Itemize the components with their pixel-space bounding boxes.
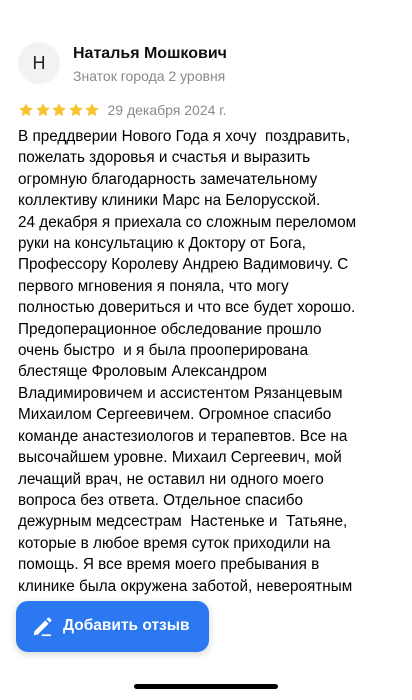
home-indicator[interactable] [134,684,278,689]
author-level: Знаток города 2 уровня [73,68,226,84]
review-text-line: высочайшем уровне. Михаил Сергеевич, мой [18,449,342,467]
review-text-line: блестяще Фроловым Александром [18,363,267,381]
review-text-line: полностью довериться и что все будет хорошо. [18,299,356,317]
review-date: 29 декабря 2024 г. [107,102,227,118]
avatar[interactable] [18,42,60,84]
review-text [18,126,398,597]
pencil-icon [31,616,53,638]
star-icon [18,102,34,118]
review-text-line: пожелать здоровья и счастья и выразить [18,149,311,167]
review-text-line: лечащий врач, не оставил ни одного моего [18,470,324,488]
star-icon [68,102,84,118]
review-text-line: которые в любое время суток приходили на [18,534,331,552]
review-text-line: очень быстро и я была прооперирована [18,342,309,360]
review-text-line: вопроса без ответа. Отдельное спасибо [18,491,303,509]
review-text-line: Владимировичем и ассистентом Рязанцевым [18,384,343,402]
review-text-line: коллективу клиники Марс на Белорусской. [18,192,321,210]
review-text-line: команде анастезиологов и терапевтов. Все на [18,427,348,445]
review-text-line: В преддверии Нового Года я хочу поздравить, [18,128,351,145]
review-text-line: руки на консультацию к Доктору от Бога, [18,235,306,253]
review-text-line: помощь. Я все время моего пребывания в [18,556,320,574]
review-text-line: Михаилом Сергеевичем. Огромное спасибо [18,406,332,424]
rating-row [18,100,227,120]
add-review-label: Добавить отзыв [63,617,190,634]
review-author-header[interactable] [18,40,396,90]
review-text-line: Профессору Королеву Андрею Вадимовичу. С [18,256,349,274]
star-rating [18,102,101,118]
star-icon [35,102,51,118]
review-text-line: дежурным медсестрам Настеньке и Татьяне, [18,513,348,531]
review-text-line: первого мгновения я поняла, что могу [18,277,289,295]
author-name[interactable]: Наталья Мошкович [73,45,227,62]
review-text-line: 24 декабря я приехала со сложным переломом [18,213,357,231]
add-review-button[interactable] [16,601,209,652]
review-text-line: огромную благодарность замечательному [18,170,318,188]
star-icon [51,102,67,118]
avatar-initial: Н [32,52,46,73]
star-icon [84,102,100,118]
review-text-line: клинике была окружена заботой, невероятным [18,577,353,595]
review-text-line: Предоперационное обследование прошло [18,320,322,338]
